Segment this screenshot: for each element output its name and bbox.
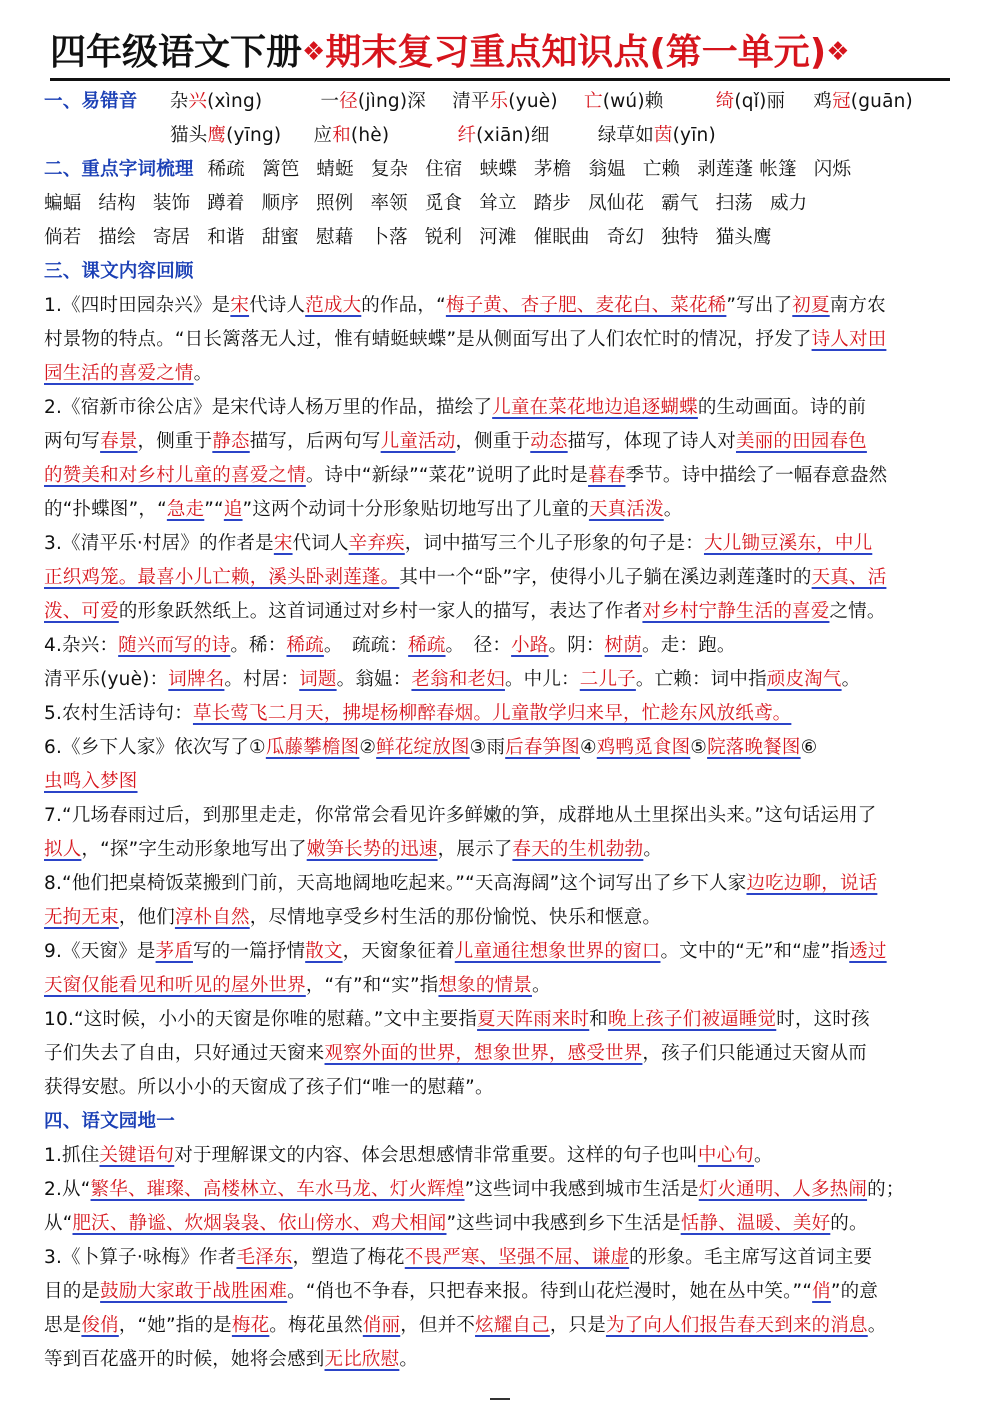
s3-p10-line3: 获得安慰。所以小小的天窗成了孩子们“唯一的慰藉”。 xyxy=(44,1077,494,1098)
title-grade: 四年级语文下册 xyxy=(50,32,303,73)
s3-p5: 5.农村生活诗句：草长莺飞二月天，拂堤杨柳醉春烟。儿童散学归来早，忙趁东风放纸鸢。 xyxy=(44,703,792,724)
s3-p1-line2: 村景物的特点。“日长篱落无人过，惟有蜻蜓蛱蝶”是从侧面写出了人们农忙时的情况，抒发了诗人对田 xyxy=(44,329,887,350)
section-heading-1: 一、易错音 xyxy=(44,91,138,112)
page-number-mark xyxy=(490,1398,510,1400)
s3-p2-line1: 2.《宿新市徐公店》是宋代诗人杨万里的作品，描绘了儿童在菜花地边追逐蝴蝶的生动画面。诗的前 xyxy=(44,397,867,418)
s4-p3-line2: 目的是鼓励大家敢于战胜困难。“俏也不争春，只把春来报。待到山花烂漫时，她在丛中笑。”“俏”的意 xyxy=(44,1281,879,1302)
s3-p10-line1: 10.“这时候，小小的天窗是你唯的慰藉。”文中主要指夏天阵雨来时和晚上孩子们被逼睡觉时，这时孩 xyxy=(44,1009,870,1030)
s3-p3-line1: 3.《清平乐·村居》的作者是宋代词人辛弃疾，词中描写三个儿子形象的句子是：大儿锄豆溪东，中儿 xyxy=(44,533,873,554)
s3-p6-line2: 虫鸣入梦图 xyxy=(44,771,138,792)
s4-p3-line1: 3.《卜算子·咏梅》作者毛泽东，塑造了梅花不畏严寒、坚强不屈、谦虚的形象。毛主席写这首词主要 xyxy=(44,1247,873,1268)
s2-row3: 倘若 描绘 寄居 和谐 甜蜜 慰藉 卜落 锐利 河滩 催眠曲 奇幻 独特 猫头鹰 xyxy=(44,227,772,248)
s3-p9-line1: 9.《天窗》是茅盾写的一篇抒情散文，天窗象征着儿童通往想象世界的窗口。文中的“无”和“虚”指透过 xyxy=(44,941,887,962)
s3-p2-line2: 两句写春景，侧重于静态描写，后两句写儿童活动，侧重于动态描写，体现了诗人对美丽的田园春色 xyxy=(44,431,867,452)
page-title xyxy=(50,26,950,81)
s3-p8-line1: 8.“他们把桌椅饭菜搬到门前，天高地阔地吃起来。”“天高海阔”这个词写出了乡下人家边吃边聊，说话 xyxy=(44,873,878,894)
s1-row1: 一、易错音 杂兴(xìng) 一径(jìng)深 清平乐(yuè) 亡(wú)赖 绮(qǐ)丽 鸡冠(guān) xyxy=(44,91,913,112)
s4-p3-line4: 等到百花盛开的时候，她将会感到无比欣慰。 xyxy=(44,1349,419,1370)
s4-p2-line1: 2.从“繁华、璀璨、高楼林立、车水马龙、灯火辉煌”这些词中我感到城市生活是灯火通明、人多热闹的； xyxy=(44,1179,905,1200)
s3-p3-line2: 正织鸡笼。最喜小儿亡赖，溪头卧剥莲蓬。其中一个“卧”字，使得小儿子躺在溪边剥莲蓬时的天真、活 xyxy=(44,567,887,588)
s3-p4-line1: 4.杂兴：随兴而写的诗。稀：稀疏。 疏疏：稀疏。 径：小路。阴：树荫。走：跑。 xyxy=(44,635,736,656)
section-heading-3: 三、课文内容回顾 xyxy=(44,261,194,282)
s3-p7-line2: 拟人，“探”字生动形象地写出了嫩笋长势的迅速，展示了春天的生机勃勃。 xyxy=(44,839,663,860)
s3-p3-line3: 泼、可爱的形象跃然纸上。这首词通过对乡村一家人的描写，表达了作者对乡村宁静生活的喜爱之情。 xyxy=(44,601,886,622)
s3-p2-line3: 的赞美和对乡村儿童的喜爱之情。诗中“新绿”“菜花”说明了此时是暮春季节。诗中描绘了一幅春意盎然 xyxy=(44,465,888,486)
title-topic: 期末复习重点知识点(第一单元) xyxy=(325,32,827,73)
s2-row2: 蝙蝠 结构 装饰 蹲着 顺序 照例 率领 觅食 耸立 踏步 凤仙花 霸气 扫荡 威力 xyxy=(44,193,808,214)
s3-p1-line3: 园生活的喜爱之情。 xyxy=(44,363,213,384)
s4-p2-line2: 从“肥沃、静谧、炊烟袅袅、依山傍水、鸡犬相闻”这些词中我感到乡下生活是恬静、温暖、美好的。 xyxy=(44,1213,868,1234)
s3-p4-line2: 清平乐(yuè)：词牌名。村居：词题。翁媪：老翁和老妇。中儿：二儿子。亡赖：词中指顽皮淘气。 xyxy=(44,669,861,690)
s3-p10-line2: 子们失去了自由，只好通过天窗来观察外面的世界，想象世界，感受世界，孩子们只能通过天窗从而 xyxy=(44,1043,867,1064)
s2-row1: 二、重点字词梳理 稀疏 篱笆 蜻蜓 复杂 住宿 蛱蝶 茅檐 翁媪 亡赖 剥莲蓬 帐篷 闪烁 xyxy=(44,159,852,180)
s3-p7-line1: 7.“几场春雨过后，到那里走走，你常常会看见许多鲜嫩的笋，成群地从土里探出头来。”这句话运用了 xyxy=(44,805,877,826)
s3-p9-line2: 天窗仅能看见和听见的屋外世界，“有”和“实”指想象的情景。 xyxy=(44,975,551,996)
section-heading-4: 四、语文园地一 xyxy=(44,1111,175,1132)
s3-p1-line1: 1.《四时田园杂兴》是宋代诗人范成大的作品，“梅子黄、杏子肥、麦花白、菜花稀”写出了初夏南方农 xyxy=(44,295,886,316)
section-heading-2: 二、重点字词梳理 xyxy=(44,159,194,180)
s1-row2: 猫头鹰(yīng) 应和(hè) 纤(xiān)细 绿草如茵(yīn) xyxy=(170,125,716,146)
s3-p8-line2: 无拘无束，他们淳朴自然，尽情地享受乡村生活的那份愉悦、快乐和惬意。 xyxy=(44,907,662,928)
s4-p3-line3: 思是俊俏，“她”指的是梅花。梅花虽然俏丽，但并不炫耀自己，只是为了向人们报告春天到来的消息。 xyxy=(44,1315,887,1336)
s3-p6-line1: 6.《乡下人家》依次写了①瓜藤攀檐图②鲜花绽放图③雨后春笋图④鸡鸭觅食图⑤院落晚餐图⑥ xyxy=(44,737,818,758)
s3-p2-line4: 的“扑蝶图”，“急走”“追”这两个动词十分形象贴切地写出了儿童的天真活泼。 xyxy=(44,499,683,520)
s4-p1: 1.抓住关键语句对于理解课文的内容、体会思想感情非常重要。这样的句子也叫中心句。 xyxy=(44,1145,773,1166)
diamond-icon: ❖ xyxy=(302,37,326,67)
diamond-icon-end: ❖ xyxy=(826,37,850,67)
